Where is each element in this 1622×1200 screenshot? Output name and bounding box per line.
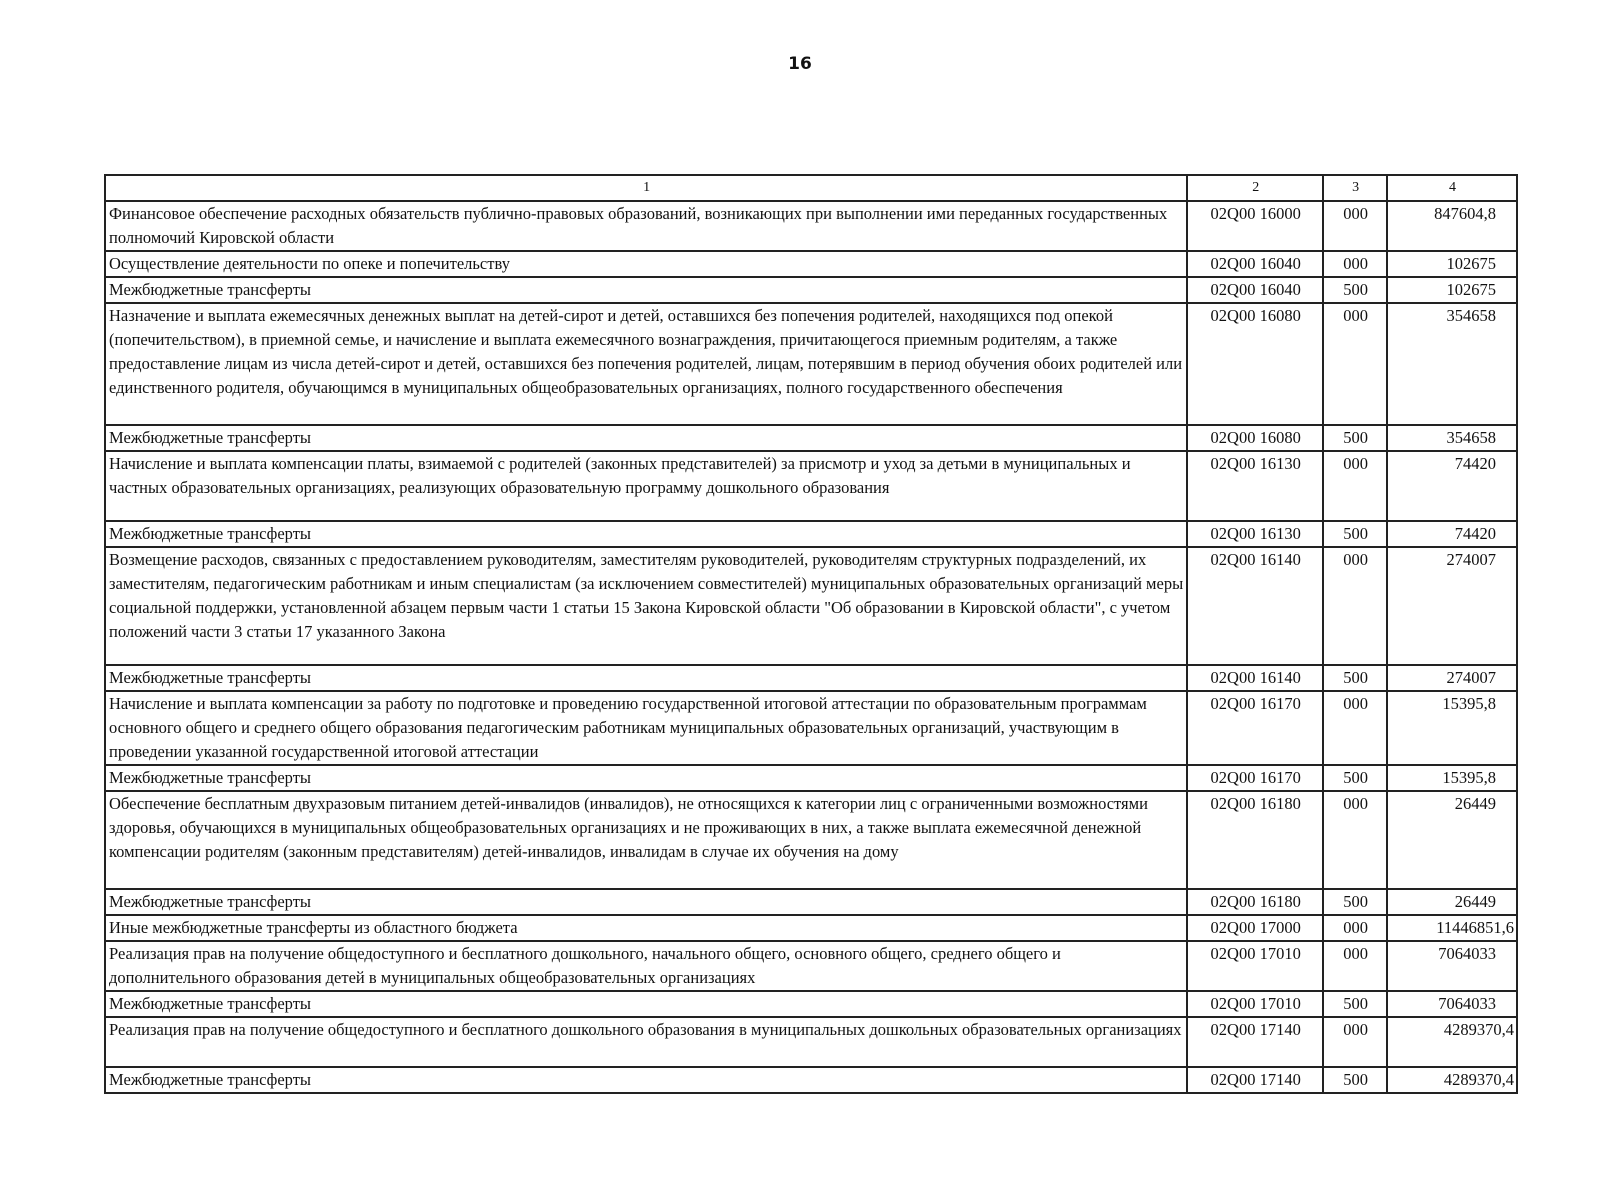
table-row: [105, 303, 1517, 425]
row-type-cell: 500: [1323, 277, 1387, 303]
row-name-cell: Межбюджетные трансферты: [105, 991, 1187, 1017]
table-row: [105, 451, 1517, 521]
row-name-cell: Межбюджетные трансферты: [105, 765, 1187, 791]
row-name-cell: Межбюджетные трансферты: [105, 425, 1187, 451]
row-name-cell: Реализация прав на получение общедоступного и бесплатного дошкольного, начального общего, основного общего, среднего общего и дополнительного образования детей в муниципальных общеобразовательных организациях: [105, 941, 1187, 991]
row-code-cell: 02Q00 16080: [1187, 303, 1323, 425]
table-row: [105, 521, 1517, 547]
row-code-cell: 02Q00 16040: [1187, 277, 1323, 303]
row-type-cell: 500: [1323, 521, 1387, 547]
row-name-cell: Назначение и выплата ежемесячных денежных выплат на детей-сирот и детей, оставшихся без попечения родителей, находящихся под опекой (попечительством), в приемной семье, и начисление и выплата ежемесячного вознаграждения, причитающегося приемным родителям, а также предоставление лицам из числа детей-сирот и детей, оставшихся без попечения родителей, лицам, потерявшим в период обучения обоих родителей или единственного родителя, обучающимся в муниципальных общеобразовательных организациях, полного государственного обеспечения: [105, 303, 1187, 425]
row-code-cell: 02Q00 16130: [1187, 451, 1323, 521]
table-row: [105, 1067, 1517, 1093]
row-name-cell: Межбюджетные трансферты: [105, 889, 1187, 915]
row-code-cell: 02Q00 16180: [1187, 889, 1323, 915]
row-amount-cell: 74420: [1387, 521, 1517, 547]
row-code-cell: 02Q00 16170: [1187, 765, 1323, 791]
row-name-cell: Осуществление деятельности по опеке и попечительству: [105, 251, 1187, 277]
row-code-cell: 02Q00 17140: [1187, 1067, 1323, 1093]
row-name-cell: Межбюджетные трансферты: [105, 277, 1187, 303]
column-header: 2: [1187, 175, 1323, 201]
row-amount-cell: 15395,8: [1387, 765, 1517, 791]
table-row: [105, 251, 1517, 277]
row-type-cell: 000: [1323, 691, 1387, 765]
row-type-cell: 500: [1323, 889, 1387, 915]
column-header: 3: [1323, 175, 1387, 201]
row-code-cell: 02Q00 17000: [1187, 915, 1323, 941]
row-type-cell: 500: [1323, 765, 1387, 791]
row-name-cell: Обеспечение бесплатным двухразовым питанием детей-инвалидов (инвалидов), не относящихся к категории лиц с ограниченными возможностями здоровья, обучающихся в муниципальных общеобразовательных организациях и не проживающих в них, а также выплата ежемесячной денежной компенсации родителям (законным представителям) детей-инвалидов, инвалидам в случае их обучения на дому: [105, 791, 1187, 889]
table-row: [105, 1017, 1517, 1067]
row-code-cell: 02Q00 17140: [1187, 1017, 1323, 1067]
row-name-cell: Реализация прав на получение общедоступного и бесплатного дошкольного образования в муниципальных дошкольных образовательных организациях: [105, 1017, 1187, 1067]
row-amount-cell: 7064033: [1387, 991, 1517, 1017]
row-code-cell: 02Q00 16080: [1187, 425, 1323, 451]
table-row: [105, 915, 1517, 941]
row-amount-cell: 4289370,4: [1387, 1067, 1517, 1093]
row-amount-cell: 847604,8: [1387, 201, 1517, 251]
row-name-cell: Начисление и выплата компенсации платы, взимаемой с родителей (законных представителей) за присмотр и уход за детьми в муниципальных и частных образовательных организациях, реализующих образовательную программу дошкольного образования: [105, 451, 1187, 521]
row-type-cell: 000: [1323, 303, 1387, 425]
row-amount-cell: 7064033: [1387, 941, 1517, 991]
row-type-cell: 000: [1323, 915, 1387, 941]
table-row: [105, 941, 1517, 991]
row-type-cell: 000: [1323, 251, 1387, 277]
row-amount-cell: 74420: [1387, 451, 1517, 521]
row-code-cell: 02Q00 16000: [1187, 201, 1323, 251]
row-code-cell: 02Q00 17010: [1187, 941, 1323, 991]
row-name-cell: Начисление и выплата компенсации за работу по подготовке и проведению государственной итоговой аттестации по образовательным программам основного общего и среднего общего образования педагогическим работникам муниципальных образовательных организаций, участвующим в проведении указанной государственной итоговой аттестации: [105, 691, 1187, 765]
column-header: 1: [105, 175, 1187, 201]
table-row: [105, 691, 1517, 765]
table-row: [105, 765, 1517, 791]
table-row: [105, 201, 1517, 251]
table-row: [105, 791, 1517, 889]
page-number: 16: [788, 54, 812, 74]
row-type-cell: 500: [1323, 665, 1387, 691]
row-amount-cell: 274007: [1387, 665, 1517, 691]
row-type-cell: 000: [1323, 451, 1387, 521]
row-type-cell: 000: [1323, 941, 1387, 991]
row-code-cell: 02Q00 16130: [1187, 521, 1323, 547]
row-amount-cell: 102675: [1387, 251, 1517, 277]
row-code-cell: 02Q00 16180: [1187, 791, 1323, 889]
row-type-cell: 000: [1323, 201, 1387, 251]
row-code-cell: 02Q00 17010: [1187, 991, 1323, 1017]
table-row: [105, 991, 1517, 1017]
row-code-cell: 02Q00 16140: [1187, 665, 1323, 691]
row-code-cell: 02Q00 16170: [1187, 691, 1323, 765]
table-row: [105, 277, 1517, 303]
row-amount-cell: 11446851,6: [1387, 915, 1517, 941]
row-amount-cell: 26449: [1387, 889, 1517, 915]
row-name-cell: Межбюджетные трансферты: [105, 521, 1187, 547]
row-type-cell: 000: [1323, 547, 1387, 665]
table-row: [105, 547, 1517, 665]
row-code-cell: 02Q00 16140: [1187, 547, 1323, 665]
table-header-row: [105, 175, 1517, 201]
table-row: [105, 425, 1517, 451]
row-name-cell: Иные межбюджетные трансферты из областного бюджета: [105, 915, 1187, 941]
budget-table: [104, 174, 1518, 1094]
row-code-cell: 02Q00 16040: [1187, 251, 1323, 277]
table-row: [105, 889, 1517, 915]
row-name-cell: Финансовое обеспечение расходных обязательств публично-правовых образований, возникающих при выполнении ими переданных государственных полномочий Кировской области: [105, 201, 1187, 251]
table-row: [105, 665, 1517, 691]
row-amount-cell: 102675: [1387, 277, 1517, 303]
row-amount-cell: 4289370,4: [1387, 1017, 1517, 1067]
row-type-cell: 500: [1323, 991, 1387, 1017]
row-type-cell: 000: [1323, 1017, 1387, 1067]
row-type-cell: 500: [1323, 1067, 1387, 1093]
row-amount-cell: 15395,8: [1387, 691, 1517, 765]
row-name-cell: Межбюджетные трансферты: [105, 665, 1187, 691]
row-amount-cell: 354658: [1387, 425, 1517, 451]
row-name-cell: Возмещение расходов, связанных с предоставлением руководителям, заместителям руководителей, руководителям структурных подразделений, их заместителям, педагогическим работникам и иным специалистам (за исключением совместителей) муниципальных образовательных организаций меры социальной поддержки, установленной абзацем первым части 1 статьи 15 Закона Кировской области "Об образовании в Кировской области", с учетом положений части 3 статьи 17 указанного Закона: [105, 547, 1187, 665]
row-amount-cell: 354658: [1387, 303, 1517, 425]
row-type-cell: 500: [1323, 425, 1387, 451]
row-amount-cell: 274007: [1387, 547, 1517, 665]
row-amount-cell: 26449: [1387, 791, 1517, 889]
row-name-cell: Межбюджетные трансферты: [105, 1067, 1187, 1093]
column-header: 4: [1387, 175, 1517, 201]
row-type-cell: 000: [1323, 791, 1387, 889]
